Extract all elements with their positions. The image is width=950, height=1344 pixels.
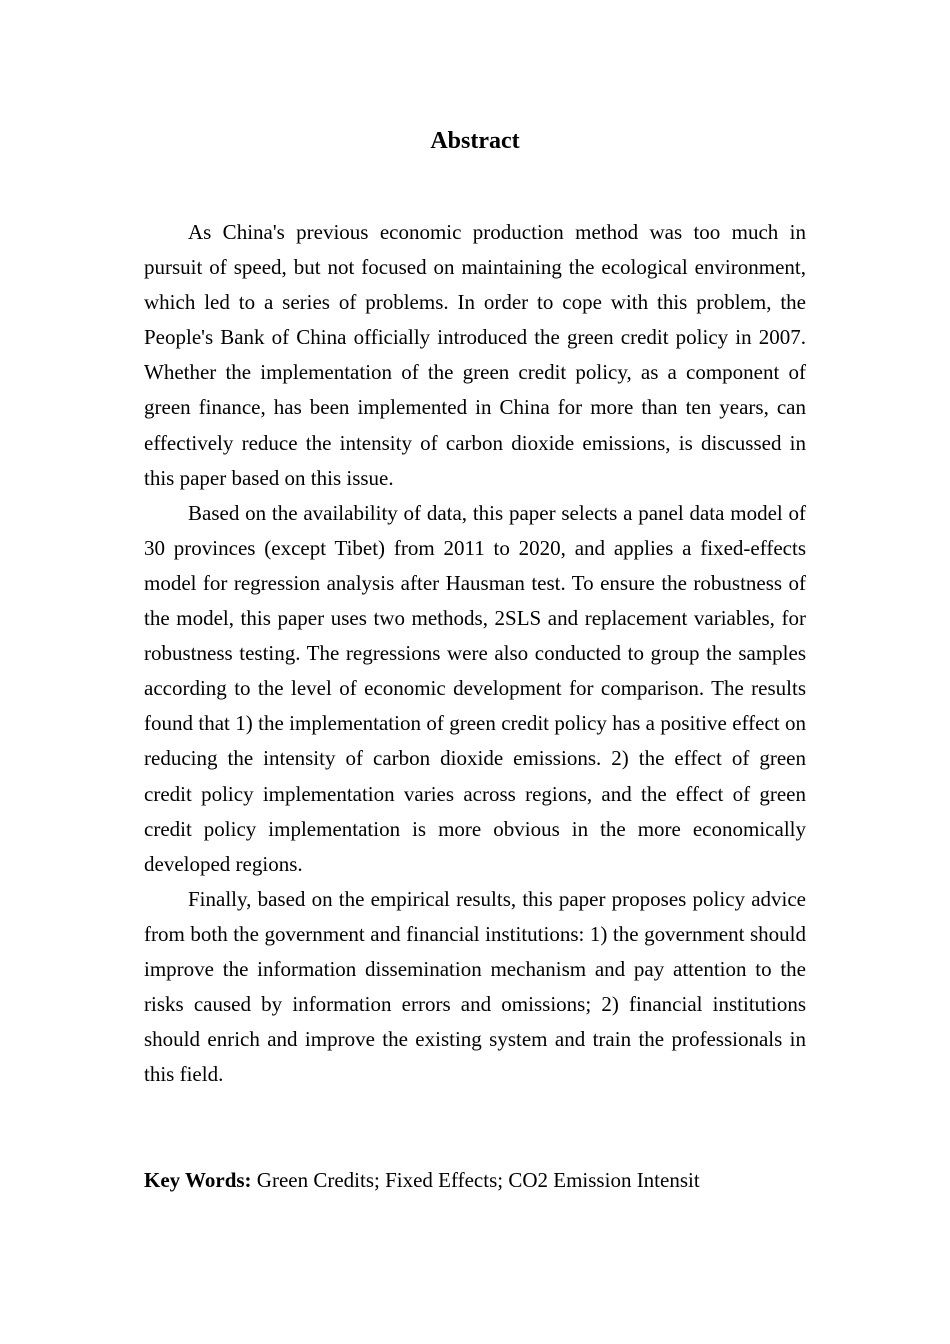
abstract-body bbox=[144, 215, 806, 1092]
abstract-paragraph-1: As China's previous economic production method was too much in pursuit of speed, but not focused on maintaining the ecological environment, which led to a series of problems. In order to cope with this problem, the People's Bank of China officially introduced the green credit policy in 2007. Whether the implementation of the green credit policy, as a component of green finance, has been implemented in China for more than ten years, can effectively reduce the intensity of carbon dioxide emissions, is discussed in this paper based on this issue. bbox=[144, 220, 806, 490]
abstract-paragraph-2: Based on the availability of data, this paper selects a panel data model of 30 provinces (except Tibet) from 2011 to 2020, and applies a fixed-effects model for regression analysis after Hausman test. To ensure the robustness of the model, this paper uses two methods, 2SLS and replacement variables, for robustness testing. The regressions were also conducted to group the samples according to the level of economic development for comparison. The results found that 1) the implementation of green credit policy has a positive effect on reducing the intensity of carbon dioxide emissions. 2) the effect of green credit policy implementation varies across regions, and the effect of green credit policy implementation is more obvious in the more economically developed regions. bbox=[144, 500, 806, 876]
keywords-label: Key Words: bbox=[144, 1168, 252, 1192]
keywords-line bbox=[144, 1163, 844, 1198]
keywords-text: Green Credits; Fixed Effects; CO2 Emission Intensit bbox=[256, 1168, 700, 1192]
abstract-title: Abstract bbox=[430, 128, 520, 154]
abstract-paragraph-3: Finally, based on the empirical results, this paper proposes policy advice from both the government and financial institutions: 1) the government should improve the information dissemination mechanism and pay attention to the risks caused by information errors and omissions; 2) financial institutions should enrich and improve the existing system and train the professionals in this field. bbox=[144, 886, 806, 1087]
